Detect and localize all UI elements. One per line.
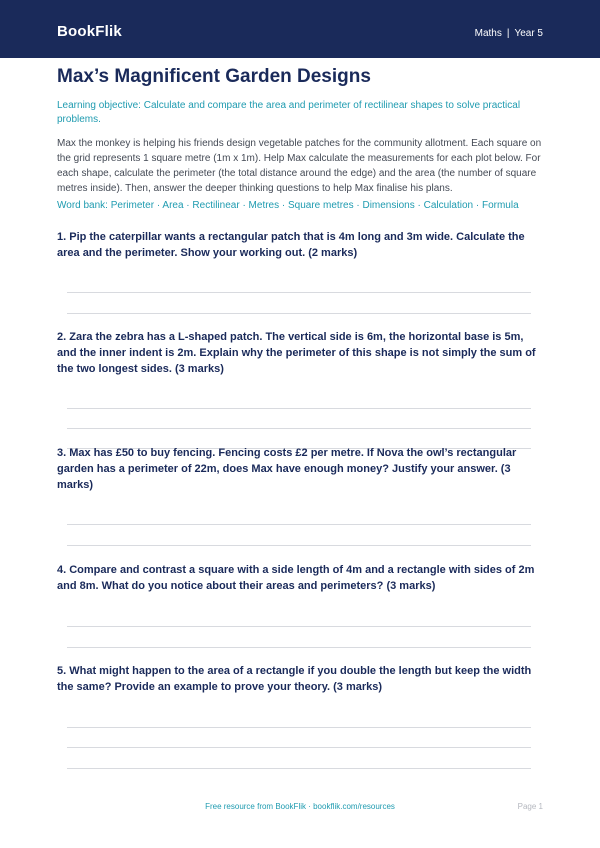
answer-line[interactable] <box>67 292 531 293</box>
intro-paragraph: Max the monkey is helping his friends design vegetable patches for the community allotment. Each square on the grid represents 1 square metre (1m x 1m). Help Max calculate the measurements for each plot below. For each shape, calculate the perimeter (the total distance around the edge) and the area (the number of square metres inside). Then, answer the deeper thinking questions to help Max finalise his plans. <box>57 138 542 194</box>
learning-objective: Learning objective: Calculate and compare the area and perimeter of rectilinear shapes to solve practical problems. <box>57 100 521 125</box>
brand-logo: BookFlik <box>57 23 122 40</box>
question-3: 3. Max has £50 to buy fencing. Fencing costs £2 per metre. If Nova the owl’s rectangular garden has a perimeter of 22m, does Max have enough money? Justify your answer. (3 marks) <box>57 447 517 491</box>
separator: | <box>506 28 510 39</box>
footer-resource-link[interactable]: Free resource from BookFlik · bookflik.com/resources <box>205 802 395 811</box>
answer-line[interactable] <box>67 524 531 525</box>
answer-line[interactable] <box>67 428 531 429</box>
answer-line[interactable] <box>67 768 531 769</box>
question-2: 2. Zara the zebra has a L-shaped patch. The vertical side is 6m, the horizontal base is 5m, and the inner indent is 2m. Explain why the perimeter of this shape is not simply the sum of the two longest sides. (3 marks) <box>57 331 536 375</box>
subject-label: Maths <box>474 28 502 39</box>
answer-line[interactable] <box>67 727 531 728</box>
page-title: Max’s Magnificent Garden Designs <box>57 66 371 87</box>
year-label: Year 5 <box>514 28 543 39</box>
answer-line[interactable] <box>67 545 531 546</box>
header-bar <box>0 0 600 58</box>
answer-line[interactable] <box>67 747 531 748</box>
question-4: 4. Compare and contrast a square with a side length of 4m and a rectangle with sides of 2m and 8m. What do you notice about their areas and perimeters? (3 marks) <box>57 564 535 592</box>
answer-line[interactable] <box>67 647 531 648</box>
question-1: 1. Pip the caterpillar wants a rectangular patch that is 4m long and 3m wide. Calculate the area and the perimeter. Show your working out. (2 marks) <box>57 231 525 259</box>
word-bank: Word bank: Perimeter · Area · Rectilinear · Metres · Square metres · Dimensions · Calculation · Formula <box>57 200 519 211</box>
question-5: 5. What might happen to the area of a rectangle if you double the length but keep the width the same? Provide an example to prove your theory. (3 marks) <box>57 665 532 693</box>
page-number: Page 1 <box>517 802 543 811</box>
answer-line[interactable] <box>67 626 531 627</box>
subject-year-label <box>475 28 543 39</box>
answer-line[interactable] <box>67 408 531 409</box>
answer-line[interactable] <box>67 313 531 314</box>
